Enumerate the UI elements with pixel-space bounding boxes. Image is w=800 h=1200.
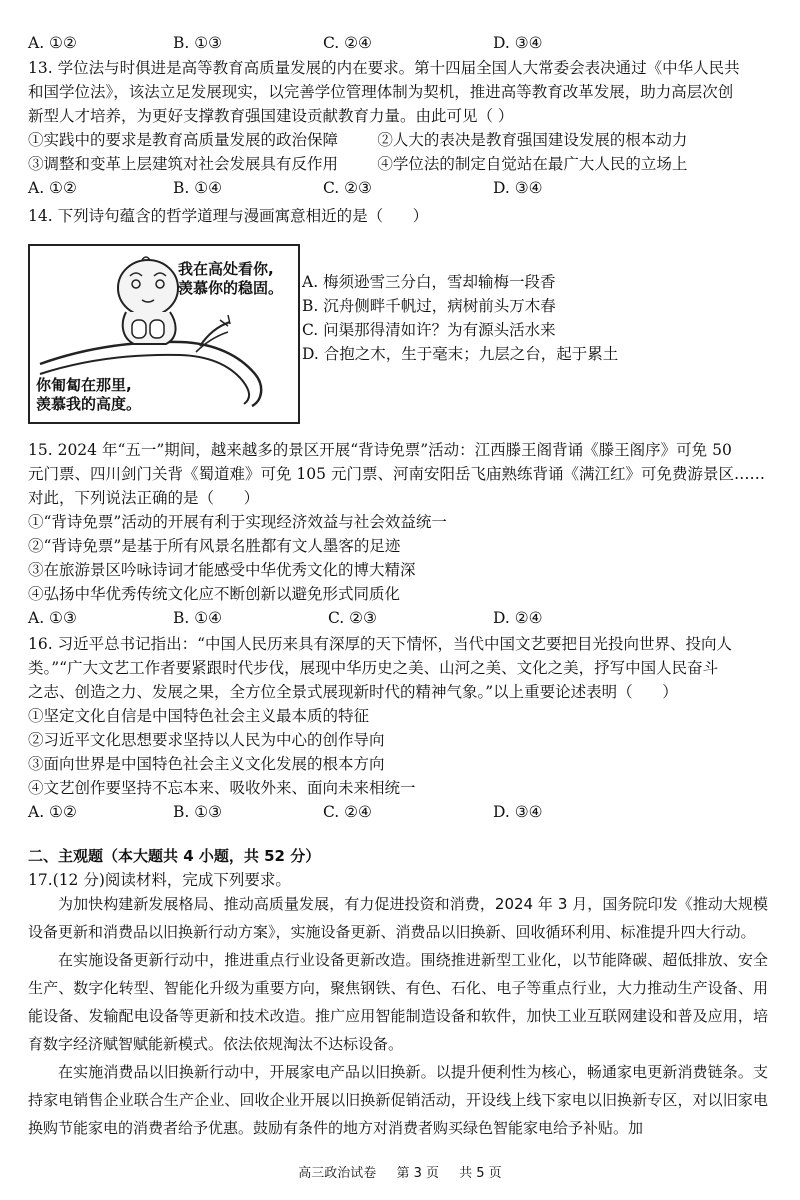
cartoon-caption-bottom-line-1: 你匍匐在那里, (36, 376, 132, 394)
q16-stem-line-3: 之志、创造之力、发展之果，全方位全景式展现新时代的精神气象。”以上重要论述表明（ ） (28, 683, 678, 701)
q15-option-c: C. ②③ (328, 609, 377, 627)
cartoon-caption-top-line-2: 羡慕你的稳固。 (178, 279, 284, 297)
material-paragraph-2: 在实施设备更新行动中，推进重点行业设备更新改造。围绕推进新型工业化，以节能降碳、超低排放、安全生产、数字化转型、智能化升级为重要方向，聚焦钢铁、有色、石化、电子等重点行业，大力推动生产设备、用能设备、发输配电设备等更新和技术改造。推广应用智能制造设备和软件，加快工业互联网建设和普及应用，培育数字经济赋智赋能新模式。依法依规淘汰不达标设备。 (28, 951, 768, 1053)
q14-cartoon (28, 244, 300, 424)
q12-option-c: C. ②④ (323, 34, 372, 52)
footer-title: 高三政治试卷 (298, 1166, 377, 1181)
q13-stem-line-3: 新型人才培养，为更好支撑教育强国建设贡献教育力量。由此可见（ ） (28, 107, 514, 125)
q16-option-d: D. ③④ (493, 803, 543, 821)
material-paragraph-1: 为加快构建新发展格局、推动高质量发展，有力促进投资和消费，2024 年 3 月，国务院印发《推动大规模设备更新和消费品以旧换新行动方案》，实施设备更新、消费品以旧换新、回收循环利用、标准提升四大行动。 (28, 895, 768, 941)
q15-option-a: A. ①③ (28, 609, 77, 627)
footer-total: 共 5 页 (459, 1166, 502, 1181)
footer-page: 第 3 页 (396, 1166, 439, 1181)
q16-option-c: C. ②④ (323, 803, 372, 821)
q13-option-a: A. ①② (28, 179, 77, 197)
q14-stem: 14. 下列诗句蕴含的哲学道理与漫画寓意相近的是（ ） (28, 207, 429, 225)
cartoon-caption-bottom-line-2: 羡慕我的高度。 (36, 395, 142, 413)
q16-option-b: B. ①③ (173, 803, 223, 821)
q14-option-c: C. 问渠那得清如许？为有源头活水来 (302, 321, 556, 339)
q12-option-d: D. ③④ (493, 34, 543, 52)
q15-option-b: B. ①④ (173, 609, 223, 627)
q13-option-b: B. ①④ (173, 179, 223, 197)
q16-stem-line-1: 16. 习近平总书记指出：“中国人民历来具有深厚的天下情怀，当代中国文艺要把目光投向世界、投向人 (28, 635, 733, 653)
q13-stem-line-1: 13. 学位法与时俱进是高等教育高质量发展的内在要求。第十四届全国人大常委会表决通过《中华人民共 (28, 59, 740, 77)
q12-options (28, 33, 748, 53)
q16-choice-3: ③面向世界是中国特色社会主义文化发展的根本方向 (28, 755, 385, 773)
q14-options (302, 270, 618, 366)
cartoon-caption-bottom (36, 376, 141, 414)
q15-stem-line-1: 15. 2024 年“五一”期间，越来越多的景区开展“背诗免票”活动：江西滕王阁背诵《滕王阁序》可免 50 (28, 441, 732, 459)
q16-option-a: A. ①② (28, 803, 77, 821)
q15-choice-4: ④弘扬中华优秀传统文化应不断创新以避免形式同质化 (28, 585, 401, 603)
q14-option-d: D. 合抱之木，生于毫末；九层之台，起于累土 (302, 345, 619, 363)
material-paragraph-3: 在实施消费品以旧换新行动中，开展家电产品以旧换新。以提升便利性为核心，畅通家电更新消费链条。支持家电销售企业联合生产企业、回收企业开展以旧换新促销活动，开设线上线下家电以旧换新专区，对以旧家电换购节能家电的消费者给予优惠。鼓励有条件的地方对消费者购买绿色智能家电给予补贴。加 (28, 1063, 768, 1137)
q13-choice-row-2: ③调整和变革上层建筑对社会发展具有反作用 ④学位法的制定自觉站在最广大人民的立场上 (28, 155, 688, 173)
q15-choice-3: ③在旅游景区吟咏诗词才能感受中华优秀文化的博大精深 (28, 561, 416, 579)
q16-choice-1: ①坚定文化自信是中国特色社会主义最本质的特征 (28, 707, 370, 725)
q15-choice-2: ②“背诗免票”是基于所有风景名胜都有文人墨客的足迹 (28, 537, 401, 555)
cartoon-caption-top (178, 260, 283, 298)
q12-option-a: A. ①② (28, 34, 77, 52)
section-heading: 二、主观题（本大题共 4 小题，共 52 分） (28, 847, 321, 865)
q16-choice-2: ②习近平文化思想要求坚持以人民为中心的创作导向 (28, 731, 385, 749)
q15-stem-line-2: 元门票、四川剑门关背《蜀道难》可免 105 元门票、河南安阳岳飞庙熟练背诵《满江红》可免费游景区…… (28, 465, 765, 483)
q13-option-c: C. ②③ (323, 179, 372, 197)
q17-material (28, 890, 768, 1142)
q15-choice-1: ①“背诗免票”活动的开展有利于实现经济效益与社会效益统一 (28, 513, 447, 531)
q15-options (28, 608, 748, 628)
q14-option-a: A. 梅须逊雪三分白，雪却输梅一段香 (302, 273, 556, 291)
q16-choice-4: ④文艺创作要坚持不忘本来、吸收外来、面向未来相统一 (28, 779, 416, 797)
q13-choice-row-1: ①实践中的要求是教育高质量发展的政治保障 ②人大的表决是教育强国建设发展的根本动力 (28, 131, 688, 149)
q15-option-d: D. ②④ (493, 609, 543, 627)
q16-stem-line-2: 类。”“广大文艺工作者要紧跟时代步伐，展现中华历史之美、山河之美、文化之美，抒写中国人民奋斗 (28, 659, 719, 677)
q13-options (28, 178, 748, 198)
q16-options (28, 802, 748, 822)
cartoon-caption-top-line-1: 我在高处看你, (178, 260, 274, 278)
page-footer (0, 1162, 800, 1181)
q17-title: 17.(12 分)阅读材料，完成下列要求。 (28, 871, 291, 889)
q13-option-d: D. ③④ (493, 179, 543, 197)
q15-stem-line-3: 对此，下列说法正确的是（ ） (28, 489, 260, 507)
q13-stem-line-2: 和国学位法》，该法立足发展现实，以完善学位管理体制为契机，推进高等教育改革发展，助力高层次创 (28, 83, 734, 101)
q14-option-b: B. 沉舟侧畔千帆过，病树前头万木春 (302, 297, 556, 315)
q12-option-b: B. ①③ (173, 34, 223, 52)
